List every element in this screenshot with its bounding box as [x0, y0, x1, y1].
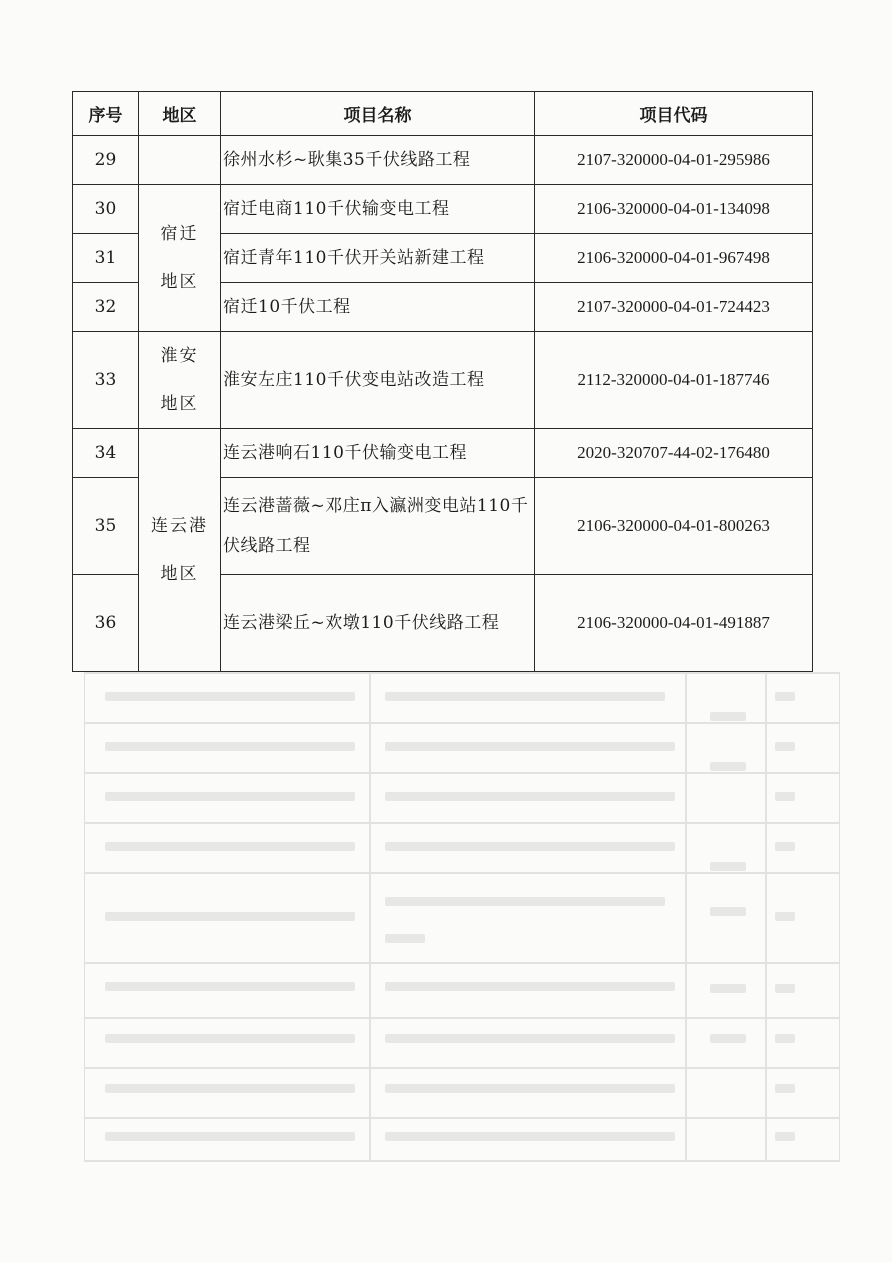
header-code: 项目代码 — [535, 92, 813, 136]
row-code: 2106-320000-04-01-134098 — [535, 185, 813, 234]
region-line1: 连云港 — [151, 516, 208, 536]
row-name: 连云港响石110千伏输变电工程 — [221, 429, 535, 478]
row-name: 淮安左庄110千伏变电站改造工程 — [221, 332, 535, 429]
row-code: 2107-320000-04-01-295986 — [535, 136, 813, 185]
row-region-empty — [139, 136, 221, 185]
region-line2: 地区 — [160, 272, 199, 292]
row-name: 连云港蔷薇~邓庄π入瀛洲变电站110千伏线路工程 — [221, 478, 535, 575]
row-name: 宿迁10千伏工程 — [221, 283, 535, 332]
row-name: 连云港梁丘~欢墩110千伏线路工程 — [221, 575, 535, 672]
row-code: 2107-320000-04-01-724423 — [535, 283, 813, 332]
project-table — [72, 91, 813, 672]
region-line1: 淮安 — [160, 346, 199, 366]
row-name: 宿迁电商110千伏输变电工程 — [221, 185, 535, 234]
row-no: 35 — [73, 478, 139, 575]
reverse-side-bleed-through — [84, 672, 840, 1162]
row-code: 2020-320707-44-02-176480 — [535, 429, 813, 478]
row-no: 32 — [73, 283, 139, 332]
row-code: 2112-320000-04-01-187746 — [535, 332, 813, 429]
row-name: 宿迁青年110千伏开关站新建工程 — [221, 234, 535, 283]
header-no: 序号 — [73, 92, 139, 136]
table-row — [73, 429, 813, 478]
row-code: 2106-320000-04-01-491887 — [535, 575, 813, 672]
header-name: 项目名称 — [221, 92, 535, 136]
table-header-row — [73, 92, 813, 136]
row-no: 33 — [73, 332, 139, 429]
region-line2: 地区 — [160, 394, 199, 414]
row-no: 30 — [73, 185, 139, 234]
table-row — [73, 136, 813, 185]
row-code: 2106-320000-04-01-967498 — [535, 234, 813, 283]
region-huaian — [139, 332, 221, 429]
row-no: 36 — [73, 575, 139, 672]
row-no: 31 — [73, 234, 139, 283]
table-row — [73, 332, 813, 429]
header-region: 地区 — [139, 92, 221, 136]
row-no: 34 — [73, 429, 139, 478]
region-line1: 宿迁 — [160, 224, 199, 244]
row-code: 2106-320000-04-01-800263 — [535, 478, 813, 575]
region-lianyungang — [139, 429, 221, 672]
row-name: 徐州水杉~耿集35千伏线路工程 — [221, 136, 535, 185]
row-no: 29 — [73, 136, 139, 185]
region-line2: 地区 — [160, 564, 199, 584]
region-suqian — [139, 185, 221, 332]
table-row — [73, 185, 813, 234]
